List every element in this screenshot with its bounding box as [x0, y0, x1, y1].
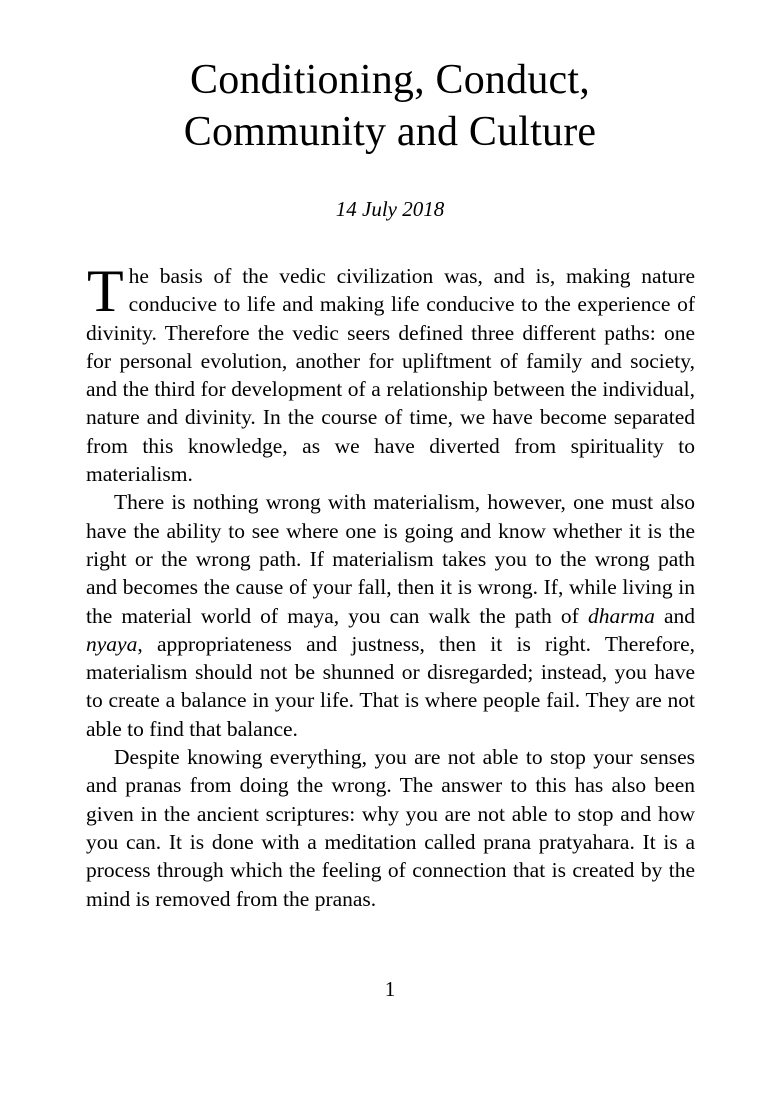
paragraph-3: Despite knowing everything, you are not able to stop your senses and pranas from doing the wrong. The answer to this has also been given in the ancient scriptures: why you are not able to stop and how you can. It is done with a meditation called prana pratyahara. It is a process through which the feeling of connection that is created by the mind is removed from the pranas.: [86, 745, 695, 911]
page-title: [70, 54, 710, 158]
page-title-line-2: Community and Culture: [183, 109, 597, 155]
paragraph-2-segment-3: and: [654, 603, 695, 628]
page-title-line-1: Conditioning, Conduct,: [190, 57, 590, 103]
term-nyaya: nyaya: [86, 631, 138, 656]
paragraph-2: [86, 488, 695, 743]
article-date: 14 July 2018: [335, 197, 445, 221]
paragraph-2-segment-1: There is nothing wrong with materialism, however, one must also have the ability to see where one is going and know whether it is the right or the wrong path. If materialism takes you to the wrong path and becomes the cause of your fall, then it is wrong. If, while living in the material world of maya, you can walk the path of: [86, 490, 695, 628]
article-body: [86, 258, 695, 913]
term-dharma: dharma: [587, 603, 655, 628]
page-number: 1: [384, 977, 396, 1001]
paragraph-1: The basis of the vedic civilization was, and is, making nature conducive to life and making life conducive to the experience of divinity. Therefore the vedic seers defined three different paths: one for personal evolution, another for upliftment of family and society, and the third for development of a relationship between the individual, nature and divinity. In the course of time, we have become separated from this knowledge, as we have diverted from spirituality to materialism.: [86, 258, 695, 487]
paragraph-2-segment-5: , appropriateness and justness, then it is right. Therefore, materialism should not be shunned or disregarded; instead, you have to create a balance in your life. That is where people fail. They are not able to find that balance.: [86, 631, 695, 741]
